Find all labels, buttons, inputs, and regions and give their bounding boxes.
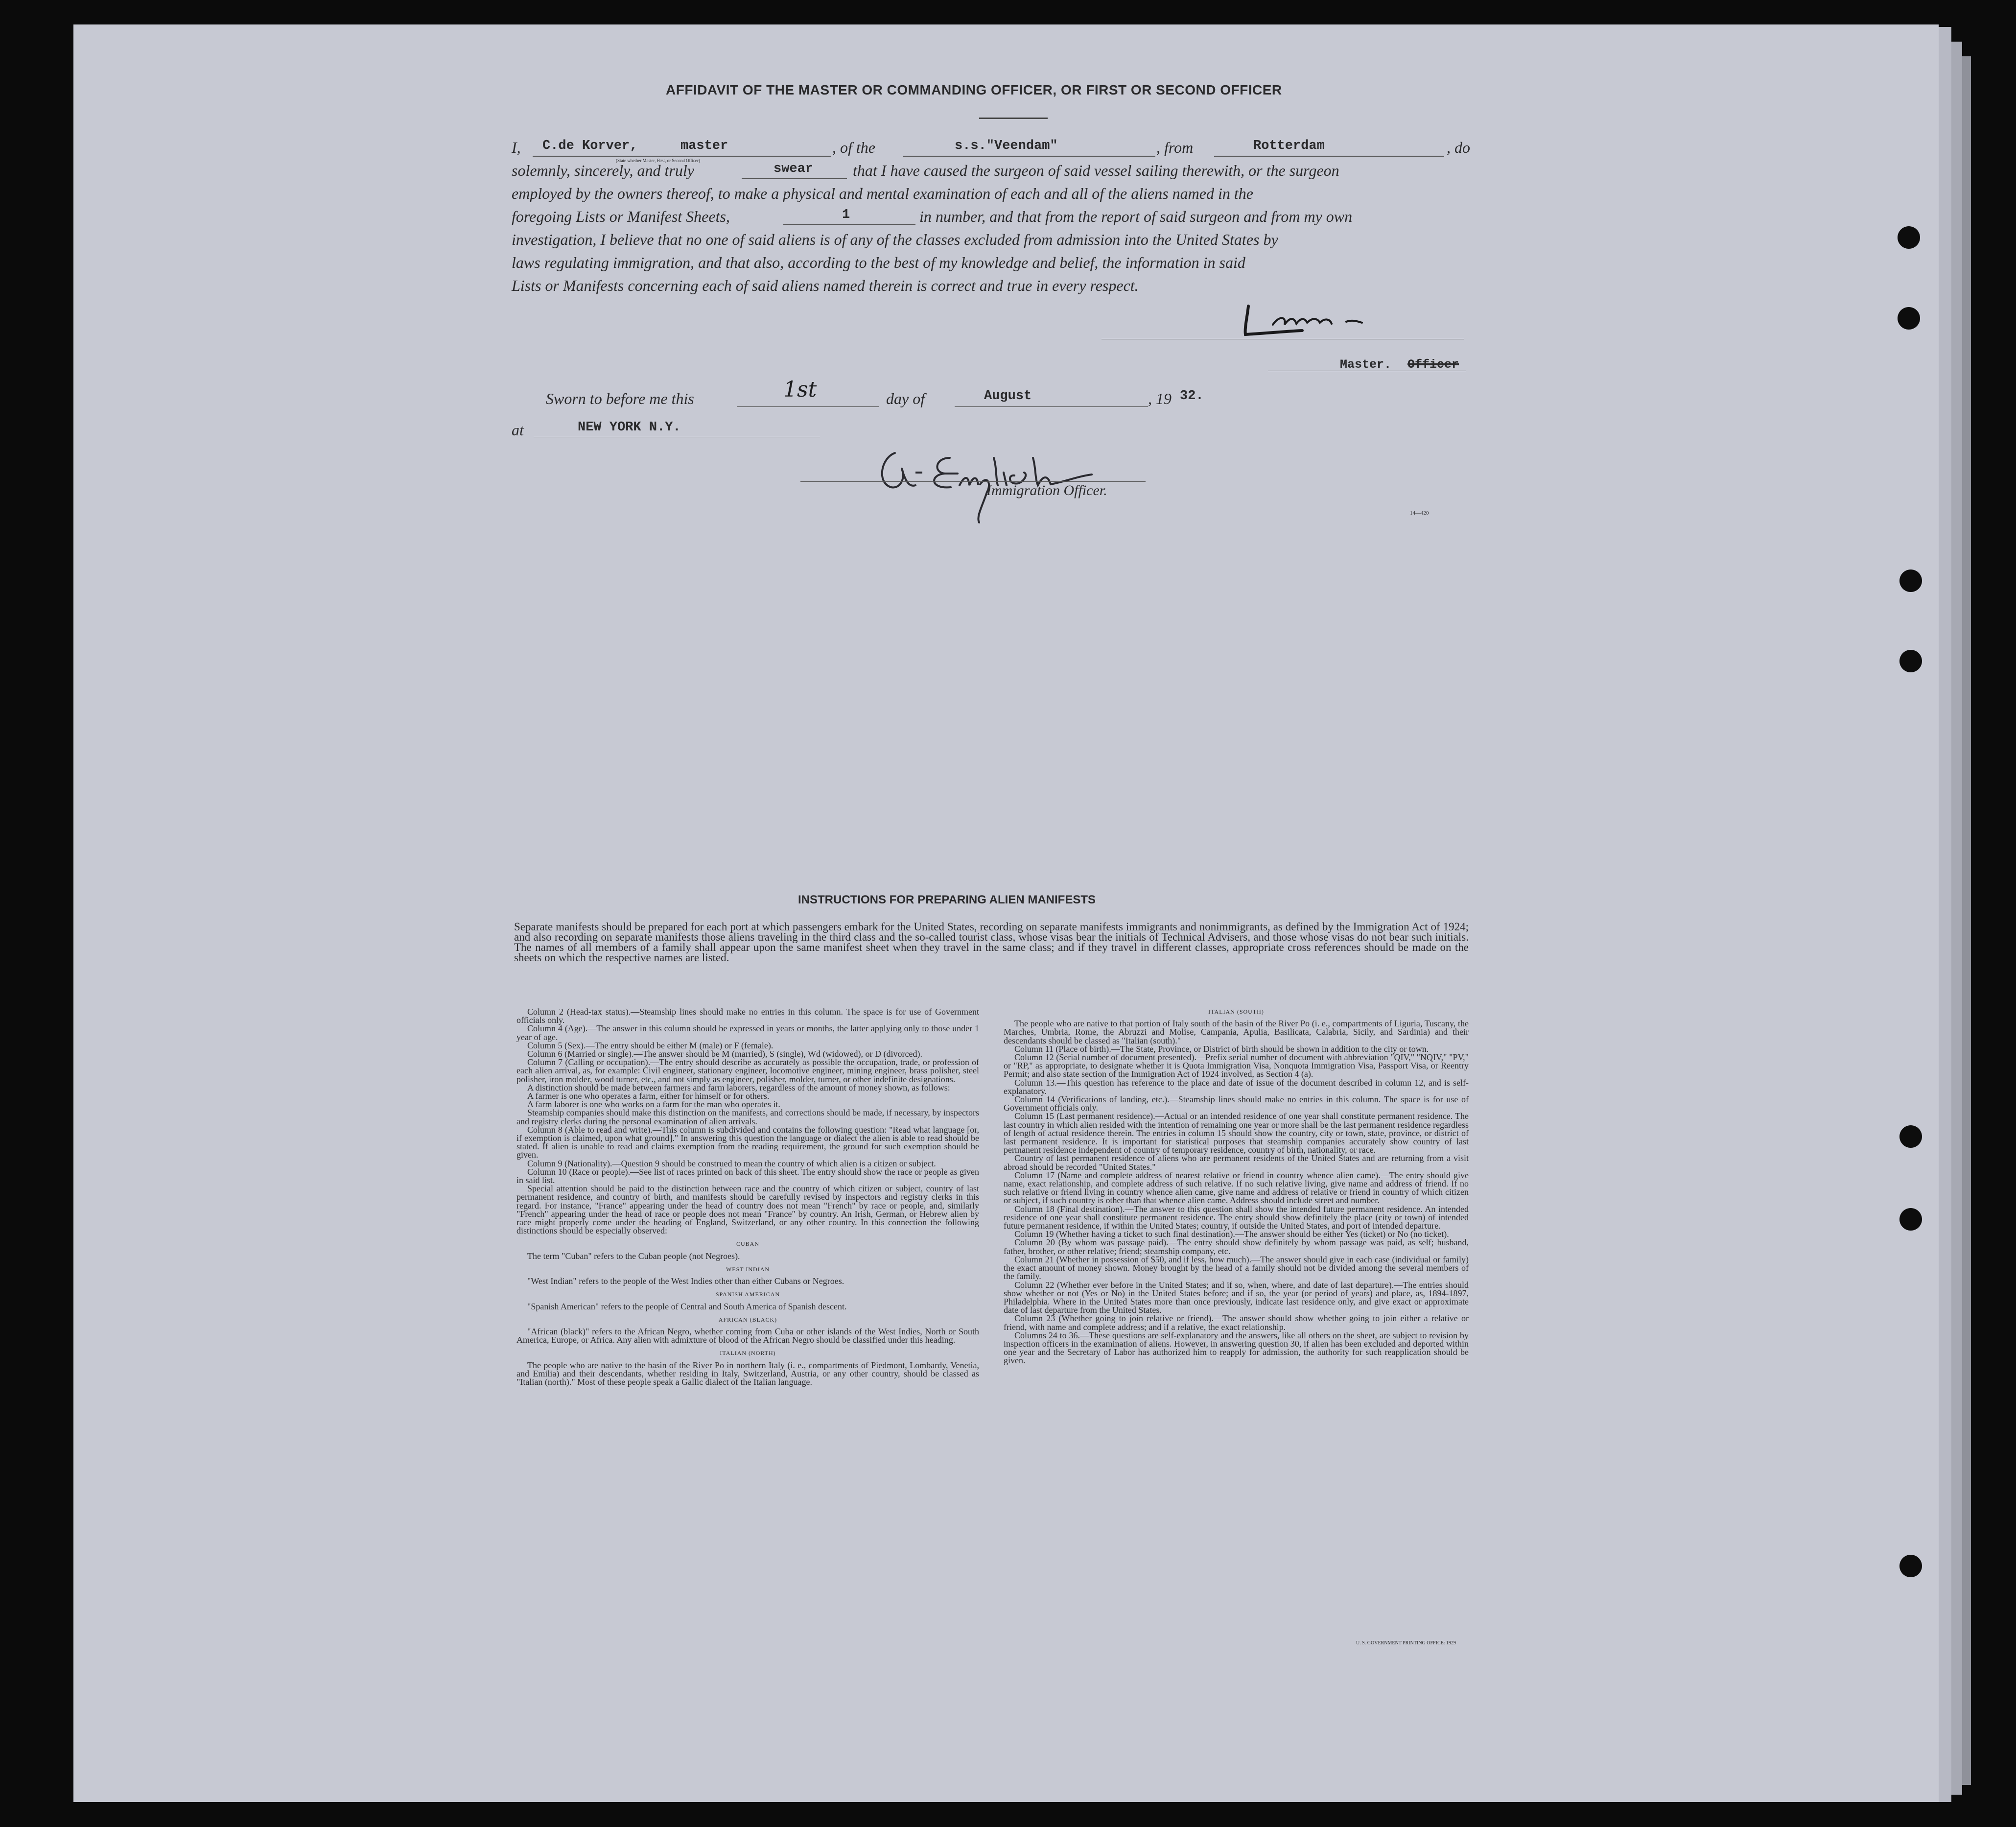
sworn-month: August xyxy=(984,389,1032,403)
oath-word: swear xyxy=(774,162,814,176)
master-name: C.de Korver, xyxy=(542,139,638,153)
column-10-note: Column 10 (Race or people).—See list of races printed on back of this sheet. The entry should show the race or people as given in said list. xyxy=(516,1166,979,1186)
punch-hole xyxy=(1899,1125,1922,1148)
italian-south-definition: The people who are native to that portion of Italy south of the basin of the River Po (i. e., compartments of Liguria, Tuscany, the Marches, Umbria, Rome, the Abruzzi and Molise, Campania, Apulia, Basilicata, Calabria, Sicily, and Sardinia) and their descendants should be classed as "Italian (south)." xyxy=(1004,1019,1469,1045)
punch-hole xyxy=(1899,1208,1922,1231)
column-11-note: Column 11 (Place of birth).—The State, Province, or District of birth should be shown in addition to the city or town. xyxy=(1014,1044,1429,1054)
column-19-note: Column 19 (Whether having a ticket to such final destination).—The answer should be either Yes (ticket) or No (no ticket). xyxy=(1014,1229,1449,1239)
column-14-note: Column 14 (Verifications of landing, etc.).—Steamship lines should make no entries in this column. The space is for use of Government officials only. xyxy=(1004,1094,1469,1113)
punch-hole xyxy=(1899,1555,1922,1577)
affidavit-text: that I have caused the surgeon of said vessel sailing therewith, or the surgeon xyxy=(853,162,1339,179)
heading-west-indian: WEST INDIAN xyxy=(726,1265,770,1273)
affidavit-text: at xyxy=(512,421,524,439)
port-rule xyxy=(1214,156,1444,157)
column-18-note: Column 18 (Final destination).—The answer to this question shall show the intended future permanent residence. An intended residence of one year shall constitute permanent residence. The entry should show definitely the place (city or town) of intended future permanent residence, if within the United States; country, if outside the United States, and port of intended departure. xyxy=(1004,1204,1469,1231)
column-7-corrections: Steamship companies should make this distinction on the manifests, and corrections should be made, if necessary, by inspectors and registry clerks during the personal examination of alien arrivals. xyxy=(516,1108,979,1126)
affidavit-text: foregoing Lists or Manifest Sheets, xyxy=(512,208,730,225)
instructions-title: INSTRUCTIONS FOR PREPARING ALIEN MANIFESTS xyxy=(798,893,1096,906)
column-7-laborer: A farm laborer is one who works on a farm for the man who operates it. xyxy=(527,1099,780,1110)
sheet-count: 1 xyxy=(842,208,850,222)
affidavit-title: AFFIDAVIT OF THE MASTER OR COMMANDING OFFICER, OR FIRST OR SECOND OFFICER xyxy=(666,82,1282,97)
page-edge-back xyxy=(1962,56,1971,1785)
column-22-note: Column 22 (Whether ever before in the United States; and if so, when, where, and date of last departure).—The entries should show whether or not (Yes or No) in the United States before; and if so, the year (or period of years) and place, as, 1894-1897, Philadelphia. Where in the United States more than once previously, indicate last residence only, and give exact or approximate date of last departure from the United States. xyxy=(1004,1280,1469,1315)
punch-hole xyxy=(1899,569,1922,592)
column-9-note: Column 9 (Nationality).—Question 9 should be construed to mean the country of which alien is a citizen or subject. xyxy=(527,1158,936,1168)
heading-african: AFRICAN (BLACK) xyxy=(718,1316,777,1323)
columns-24-36-note: Columns 24 to 36.—These questions are self-explanatory and the answers, like all others on the sheet, are subject to revision by inspection officers in the examination of aliens. However, in answering question 30, if alien has been excluded and deported within one year and the Secretary of Labor has authorized him to reapply for admission, the authority for such reapplication should be given. xyxy=(1004,1330,1469,1366)
column-8-note: Column 8 (Able to read and write).—This column is subdivided and contains the following question: "Read what language [or, if exemption is claimed, upon what ground]." In answering this question the language or dialect the alien is able to read should be stated. If alien is unable to read and claims exemption from the reading requirement, the ground for such exemption should be given. xyxy=(516,1124,979,1160)
vessel-name: s.s."Veendam" xyxy=(955,139,1058,153)
italian-north-definition: The people who are native to the basin of the River Po in northern Italy (i. e., compartments of Piedmont, Lombardy, Venetia, and Emilia) and their descendants, whether residing in Italy, Switzerland, Austria, or any other country, should be classed as "Italian (north)." Most of these people speak a Gallic dialect of the Italian language. xyxy=(516,1360,979,1387)
cuban-definition: The term "Cuban" refers to the Cuban people (not Negroes). xyxy=(527,1251,740,1261)
page-edge-front xyxy=(1939,27,1951,1802)
instructions-left-column xyxy=(516,1008,979,1386)
west-indian-definition: "West Indian" refers to the people of the West Indies other than either Cubans or Negroes. xyxy=(527,1276,844,1286)
month-rule xyxy=(955,406,1148,407)
column-7-note: Column 7 (Calling or occupation).—The entry should describe as accurately as possible the occupation, trade, or profession of each alien arrival, as, for example: Civil engineer, stationary engineer, locomotive engineer, mining engineer, brass polisher, steel polisher, iron molder, wood turner, etc., and not simply as engineer, polisher, molder, turner, or other indefinite designations. xyxy=(516,1057,979,1084)
punch-hole xyxy=(1898,307,1920,330)
master-signature xyxy=(1234,301,1430,340)
master-rank: master xyxy=(680,139,728,153)
punch-hole xyxy=(1899,650,1922,672)
port-from: Rotterdam xyxy=(1253,139,1325,153)
heading-italian-north: ITALIAN (NORTH) xyxy=(720,1350,776,1357)
column-5-note: Column 5 (Sex).—The entry should be either M (male) or F (female). xyxy=(527,1040,774,1050)
master-name-rule xyxy=(533,156,831,157)
column-2-note: Column 2 (Head-tax status).—Steamship lines should make no entries in this column. The space is for use of Government officials only. xyxy=(516,1007,979,1025)
heading-italian-south: ITALIAN (SOUTH) xyxy=(1208,1008,1264,1015)
rank-note: (State whether Master, First, or Second Officer) xyxy=(616,158,700,163)
affidavit-text: day of xyxy=(886,390,925,407)
column-10-distinction: Special attention should be paid to the distinction between race and the country of which citizen or subject, country of last permanent residence, and country of birth, and manifests should be carefully revised by inspectors and registry clerks in this regard. For instance, "France" appearing under the head of country does not mean "French" by race or people, and, similarly "French" appearing under the head of race or people does not mean "France" by country. An Irish, German, or Hebrew alien by race might properly come under the heading of England, Switzerland, or any other country. In this connection the following distinctions should be especially observed: xyxy=(516,1184,979,1236)
affidavit-text: , 19 xyxy=(1148,390,1172,407)
vessel-rule xyxy=(903,156,1155,157)
instructions-intro: Separate manifests should be prepared for each port at which passengers embark for the United States, recording on separate manifests immigrants and nonimmigrants, as defined by the Immigration Act of 1924; and also recording on separate manifests those aliens traveling in the third class and the so-called tourist class, whose visas bear the initials of Technical Advisers, and those whose visas do not bear such initials. The names of all members of a family shall appear upon the same manifest sheet when they travel in the same class; and if they travel in different classes, appropriate cross references should be made on the sheets on which the respective names are listed. xyxy=(514,921,1469,964)
affidavit-text: I, xyxy=(512,139,521,156)
column-15-note: Column 15 (Last permanent residence).—Actual or an intended residence of one year shall constitute permanent residence. The last country in which alien resided with the intention of remaining one year or more shall be the last permanent residence regardless of length of actual residence therein. The entries in column 15 should show the country, city or town, state, province, or district of last permanent residence. It is important for statistical purposes that steamship companies accurately show country of last permanent residence independent of country of temporary residence, country of birth, nationality, or race. xyxy=(1004,1111,1469,1155)
affidavit-text: laws regulating immigration, and that also, according to the best of my knowledge and belief, the information in said xyxy=(512,254,1245,271)
affidavit-text: solemnly, sincerely, and truly xyxy=(512,162,694,179)
sworn-day: 1st xyxy=(783,377,817,402)
column-7-farmer: A farmer is one who operates a farm, either for himself or for others. xyxy=(527,1091,770,1101)
title-underline xyxy=(979,118,1048,119)
page-edge-middle xyxy=(1951,42,1962,1795)
column-21-note: Column 21 (Whether in possession of $50, and if less, how much).—The answer should give in each case (individual or family) the exact amount of money shown. Money brought by the head of a family should not be divided among the several members of the family. xyxy=(1004,1254,1469,1281)
column-13-note: Column 13.—This question has reference to the place and date of issue of the document described in column 12, and is self-explanatory. xyxy=(1004,1077,1469,1096)
officer-title: Immigration Officer. xyxy=(986,482,1107,498)
heading-spanish-american: SPANISH AMERICAN xyxy=(715,1291,780,1298)
master-title: Master. xyxy=(1340,357,1392,372)
spanish-american-definition: "Spanish American" refers to the people of Central and South America of Spanish descent. xyxy=(527,1301,847,1311)
column-6-note: Column 6 (Married or single).—The answer should be M (married), S (single), Wd (widowed), or D (divorced). xyxy=(527,1049,922,1059)
column-20-note: Column 20 (By whom was passage paid).—The entry should show definitely by whom passage was paid, as self; husband, father, brother, or other relative; friend; steamship company, etc. xyxy=(1004,1237,1469,1256)
column-17-note: Column 17 (Name and complete address of nearest relative or friend in country whence alien came).—The entry should give name, exact relationship, and complete address of such relative. If no such relative living, give name and address of friend. If no such relative or friend living in country whence alien came, give name and address of relative or friend in country of which citizen or subject, if such country is other than that whence alien came. Address should include street and number. xyxy=(1004,1170,1469,1206)
african-definition: "African (black)" refers to the African Negro, whether coming from Cuba or other islands of the West Indies, North or South America, Europe, or Africa. Any alien with admixture of blood of the African Negro should be classified under this heading. xyxy=(516,1326,979,1345)
printer-imprint: U. S. GOVERNMENT PRINTING OFFICE: 1929 xyxy=(1356,1640,1456,1646)
affidavit-text: , do xyxy=(1447,139,1470,156)
affidavit-text: , of the xyxy=(832,139,875,156)
sheets-rule xyxy=(783,224,915,225)
punch-hole xyxy=(1898,226,1920,249)
column-23-note: Column 23 (Whether going to join relative or friend).—The answer should show whether going to join either a relative or friend, with name and complete address; and if a relative, the exact relationship. xyxy=(1004,1313,1469,1332)
affidavit-text: , from xyxy=(1156,139,1194,156)
affidavit-text: employed by the owners thereof, to make a physical and mental examination of each and all of the aliens named in the xyxy=(512,185,1253,202)
column-15-returning: Country of last permanent residence of aliens who are permanent residents of the United States and are returning from a visit abroad should be recorded "United States." xyxy=(1004,1153,1469,1172)
affidavit-text: Sworn to before me this xyxy=(546,390,694,407)
column-12-note: Column 12 (Serial number of document presented).—Prefix serial number of document with abbreviation "QIV," "NQIV," "PV," or "RP," as appropriate, to designate whether it is Quota Immigration Visa, Nonquota Immigration Visa, Passport Visa, or Reentry Permit; and also state section of the Immigration Act of 1924 involved, as Section 4 (a). xyxy=(1004,1052,1469,1079)
instructions-right-column xyxy=(1004,1008,1469,1365)
officer-rule xyxy=(800,481,1146,482)
column-7-farmers: A distinction should be made between farmers and farm laborers, regardless of the amount of money shown, as follows: xyxy=(527,1082,950,1092)
affidavit-text: investigation, I believe that no one of said aliens is of any of the classes excluded from admission into the United States by xyxy=(512,231,1278,248)
sworn-place: NEW YORK N.Y. xyxy=(578,420,681,435)
affidavit-text: Lists or Manifests concerning each of said aliens named therein is correct and true in every respect. xyxy=(512,277,1139,294)
oath-rule xyxy=(742,178,847,179)
form-number: 14—420 xyxy=(1410,510,1429,516)
affidavit-text: in number, and that from the report of said surgeon and from my own xyxy=(919,208,1353,225)
sworn-year: 32. xyxy=(1180,389,1204,403)
day-rule xyxy=(737,406,879,407)
heading-cuban: CUBAN xyxy=(736,1240,759,1248)
column-4-note: Column 4 (Age).—The answer in this column should be expressed in years or months, the latter applying only to those under 1 year of age. xyxy=(516,1023,979,1042)
master-title-struck: Officer xyxy=(1407,357,1459,372)
